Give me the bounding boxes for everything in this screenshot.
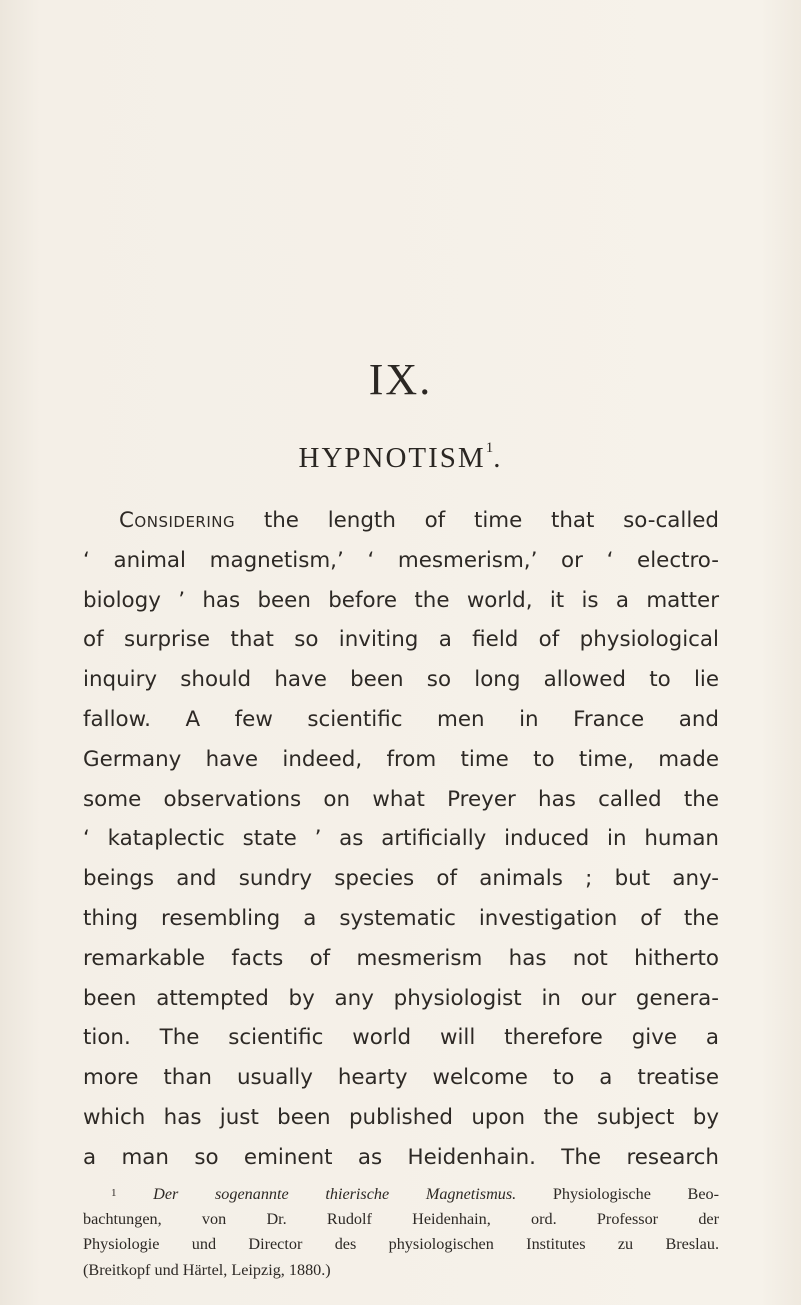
footnote bbox=[83, 1182, 719, 1283]
body-line: biology ’ has been before the world, it is a matter bbox=[83, 587, 719, 613]
body-line: inquiry should have been so long allowed to lie bbox=[83, 667, 719, 693]
body-line: been attempted by any physiologist in our genera- bbox=[83, 985, 719, 1011]
footnote-line: (Breitkopf und Härtel, Leipzig, 1880.) bbox=[83, 1260, 331, 1279]
footnote-line: bachtungen, von Dr. Rudolf Heidenhain, ord. Professor der bbox=[83, 1210, 719, 1229]
footnote-line-rest: Physiologische Beo- bbox=[516, 1185, 720, 1203]
body-line: beings and sundry species of animals ; but any- bbox=[83, 866, 719, 892]
body-line: thing resembling a systematic investigation of the bbox=[83, 905, 719, 931]
body-line: some observations on what Preyer has called the bbox=[83, 786, 719, 812]
footnote-mark: 1 bbox=[111, 1187, 117, 1199]
opening-word: Considering bbox=[119, 508, 236, 533]
footnote-book-title: Der sogenannte thierische Magnetismus. bbox=[153, 1185, 517, 1203]
body-line: fallow. A few scientific men in France and bbox=[83, 706, 719, 732]
body-paragraph bbox=[83, 501, 719, 1178]
footnote-line bbox=[83, 1182, 719, 1207]
chapter-title-text: HYPNOTISM bbox=[298, 442, 486, 474]
body-line: a man so eminent as Heidenhain. The research bbox=[83, 1144, 719, 1170]
body-line: of surprise that so inviting a field of physiological bbox=[83, 627, 719, 653]
chapter-number: IX. bbox=[368, 355, 433, 404]
body-line: tion. The scientific world will therefore give a bbox=[83, 1025, 719, 1051]
footnote-reference: 1 bbox=[485, 440, 494, 456]
body-line: more than usually hearty welcome to a treatise bbox=[83, 1065, 719, 1091]
body-line: ‘ kataplectic state ’ as artificially induced in human bbox=[83, 826, 719, 852]
footnote-line: Physiologie und Director des physiologischen Institutes zu Breslau. bbox=[83, 1235, 719, 1254]
body-line: which has just been published upon the subject by bbox=[83, 1104, 719, 1130]
body-line: Germany have indeed, from time to time, made bbox=[83, 746, 719, 772]
body-line: ‘ animal magnetism,’ ‘ mesmerism,’ or ‘ electro- bbox=[83, 547, 719, 573]
body-line bbox=[83, 501, 719, 541]
opening-line-rest: the length of time that so-called bbox=[235, 508, 719, 533]
chapter-title: HYPNOTISM$^1$. bbox=[298, 440, 503, 474]
body-line: remarkable facts of mesmerism has not hitherto bbox=[83, 945, 719, 971]
